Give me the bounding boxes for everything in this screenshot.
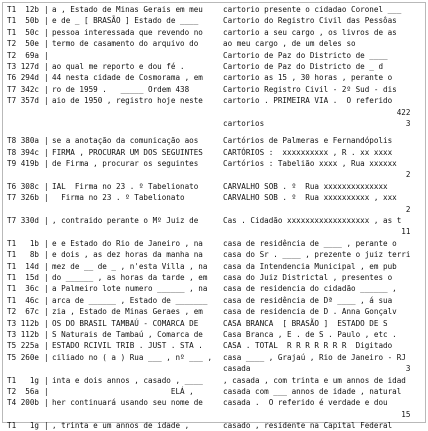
separator: | [44,352,49,362]
concordance-line [7,135,423,146]
concordance-line [7,226,423,237]
concordance-line [7,420,423,431]
separator: | [44,375,49,385]
concordance-line [7,95,423,106]
document-frame [2,2,426,431]
separator: | [44,96,49,106]
left-context: arca de ______ , Estado de _______ [52,295,208,305]
line-reference: T1 1g [7,375,40,385]
right-context: Cas . Cidadão xxxxxxxxxxxxxxxxxx , as t [223,216,402,226]
concordance-line [7,27,423,38]
line-reference: T1 50b [7,16,40,26]
concordance-line [7,397,423,408]
separator: | [44,329,49,339]
line-reference: T1 50c [7,27,40,37]
line-reference: T7 357d [7,96,40,106]
right-context: cartorio as 15 , 30 horas , perante o [223,73,393,83]
concordance-line [7,158,423,169]
left-context: e de _ [ BRASÃO ] Estado de ____ [52,16,199,26]
left-context: de Firma , procurar os seguintes [52,159,199,169]
left-context: ao qual me reporto e dou fé . [52,61,185,71]
line-reference: T5 225a [7,341,40,351]
concordance-lines [7,4,423,431]
right-context: CARTÓRIOS : xxxxxxxxxx , R . xx xxxx [223,147,393,157]
left-context: se a anotação da comunicação aos [52,136,199,146]
left-context: mez de __ de _ , n'esta Villa , na [52,261,208,271]
left-context: ELÁ , [52,386,194,396]
line-reference: T2 56a [7,386,40,396]
line-reference: T3 127d [7,61,40,71]
line-reference: T8 380a [7,136,40,146]
concordance-line [7,38,423,49]
left-context: ciliado no ( a ) Rua ___ , nº ___ , [52,352,213,362]
line-reference: T7 342c [7,84,40,94]
left-context: FIRMA , PROCURAR UM DOS SEGUINTES [52,147,203,157]
left-context: zia , Estado de Minas Geraes , em [52,307,203,317]
right-context: CASA . TOTAL R R R R R R R Digitado [223,341,393,351]
right-context: 2 [223,170,411,180]
left-context: a Palmeiro lote numero ______ , na [52,284,208,294]
line-reference: T1 1b [7,238,40,248]
separator: | [44,147,49,157]
line-reference: T1 46c [7,295,40,305]
right-context: CARVALHO SOB . º Rua xxxxxxxxxx , xxx [223,193,397,203]
separator: | [44,39,49,49]
concordance-line [7,61,423,72]
left-context: pessoa interessada que revendo no [52,27,203,37]
concordance-line [7,238,423,249]
right-context: , casada , com trinta e um annos de idad [223,375,406,385]
left-context: a , Estado de Minas Gerais em meu [52,5,203,14]
line-reference: T7 330d [7,216,40,226]
right-context: casada 3 [223,364,411,374]
separator: | [44,61,49,71]
right-context: casa do Juiz Districtal , presentes o [223,272,393,282]
concordance-line [7,375,423,386]
line-reference: T2 67c [7,307,40,317]
left-context: ESTADO RCIVIL TRIB . JUST . STA . [52,341,203,351]
concordance-line [7,329,423,340]
line-reference: T6 308c [7,181,40,191]
right-context: casa de residencia do cidadão ______ , [223,284,397,294]
concordance-line [7,107,423,118]
separator: | [44,5,49,14]
separator: | [44,50,49,60]
separator: | [44,16,49,26]
right-context: casada . O referido é verdade e dou [223,398,388,408]
left-context: OS DO BRASIL TAMBAÚ - COMARCA DE [52,318,199,328]
separator: | [44,318,49,328]
concordance-line [7,4,423,15]
right-context: Cartorio de Paz do Districto de _ d [223,61,384,71]
right-context: cartorio presente o cidadao Coronel ___ [223,5,402,14]
left-context: do ______ , as horas da tarde , em [52,272,208,282]
right-context: casado , residente na Capital Federal [223,421,393,431]
separator: | [44,307,49,317]
concordance-line [7,147,423,158]
line-reference: T1 12b [7,5,40,14]
left-context: ro de 1959 . _____ Ordem 438 [52,84,190,94]
line-reference: T4 200b [7,398,40,408]
separator: | [44,159,49,169]
concordance-line [7,295,423,306]
left-context: , trinta e um annos de idade , [52,421,190,431]
concordance-line [7,181,423,192]
right-context: 2 [223,204,411,214]
right-context: 422 [223,107,411,117]
concordance-line [7,318,423,329]
separator: | [44,421,49,431]
concordance-line [7,409,423,420]
line-reference: T2 50e [7,39,40,49]
line-reference: T1 8b [7,250,40,260]
line-reference: T3 112b [7,318,40,328]
right-context: ao meu cargo , de um deles so [223,39,356,49]
concordance-line [7,192,423,203]
line-reference: T2 69a [7,50,40,60]
line-reference: T7 326b [7,193,40,203]
separator: | [44,295,49,305]
separator: | [44,216,49,226]
concordance-line [7,204,423,215]
right-context: casa de residência de Dª ____ , á sua [223,295,393,305]
right-context: 11 [223,227,411,237]
line-reference: T5 260e [7,352,40,362]
right-context: Cartórios : Tabelião xxxx , Rua xxxxxx [223,159,397,169]
concordance-line [7,340,423,351]
left-context: 44 nesta cidade de Cosmorama , em [52,73,203,83]
separator: | [44,284,49,294]
concordance-line [7,352,423,363]
right-context: casada com ___ annos de idade , natural [223,386,402,396]
right-context: casa do Sr . ____ , prezente o juiz terri [223,250,411,260]
separator: | [44,193,49,203]
right-context: Cartorio de Paz do Districto de ____ [223,50,388,60]
left-context: S Naturais de Tambaú , Comarca de [52,329,203,339]
separator: | [44,27,49,37]
right-context: 15 [223,409,411,419]
line-reference: T1 14d [7,261,40,271]
separator: | [44,398,49,408]
concordance-line [7,169,423,180]
line-reference: T6 294d [7,73,40,83]
line-reference: T1 15d [7,272,40,282]
line-reference: T8 394c [7,147,40,157]
left-context: e dois , as dez horas da manha na [52,250,203,260]
concordance-line [7,306,423,317]
concordance-line [7,118,423,129]
separator: | [44,181,49,191]
left-context: inta e dois annos , casado , ____ [52,375,203,385]
line-reference: T3 112b [7,329,40,339]
left-context: , contraido perante o Mº Juiz de [52,216,199,226]
separator: | [44,261,49,271]
right-context: CASA BRANCA [ BRASÃO ] ESTADO DE S [223,318,388,328]
concordance-line [7,72,423,83]
right-context: casa de residencia de D . Anna Gonçalv [223,307,397,317]
concordance-line [7,215,423,226]
concordance-line [7,272,423,283]
left-context: Firma no 23 . º Tabelionato [52,193,185,203]
right-context: casa da Intendencia Municipal , em pub [223,261,397,271]
concordance-line [7,283,423,294]
separator: | [44,341,49,351]
separator: | [44,250,49,260]
separator: | [44,84,49,94]
line-reference: T1 36c [7,284,40,294]
concordance-line [7,15,423,26]
concordance-line [7,363,423,374]
line-reference: T1 1g [7,421,40,431]
left-context: e e Estado do Rio de Janeiro , na [52,238,203,248]
right-context: cartorio . PRIMEIRA VIA . O referido [223,96,393,106]
left-context: aio de 1950 , registro hoje neste [52,96,203,106]
line-reference: T9 419b [7,159,40,169]
concordance-line [7,261,423,272]
concordance-line [7,50,423,61]
left-context: termo de casamento do arquivo do [52,39,199,49]
separator: | [44,386,49,396]
concordance-line [7,84,423,95]
right-context: cartorio a seu cargo , os livros de as [223,27,397,37]
concordance-line [7,249,423,260]
right-context: Cartorio do Registro Civil das Pessôas [223,16,397,26]
right-context: CARVALHO SOB . º Rua xxxxxxxxxxxxxx [223,181,388,191]
separator: | [44,73,49,83]
right-context: casa ____ , Grajaú , Rio de Janeiro - RJ [223,352,406,362]
concordance-line [7,386,423,397]
right-context: Cartorio Registro Civil - 2º Sud - dis [223,84,397,94]
right-context: Cartórios de Palmeras e Fernandópolis [223,136,393,146]
separator: | [44,136,49,146]
right-context: cartorios 3 [223,118,411,128]
left-context: IAL Firma no 23 . º Tabelionato [52,181,199,191]
separator: | [44,272,49,282]
separator: | [44,238,49,248]
left-context: her continuará usando seu nome de [52,398,203,408]
right-context: Casa Branca , E . de S . Paulo , etc . [223,329,397,339]
right-context: casa de residência de ____ , perante o [223,238,397,248]
